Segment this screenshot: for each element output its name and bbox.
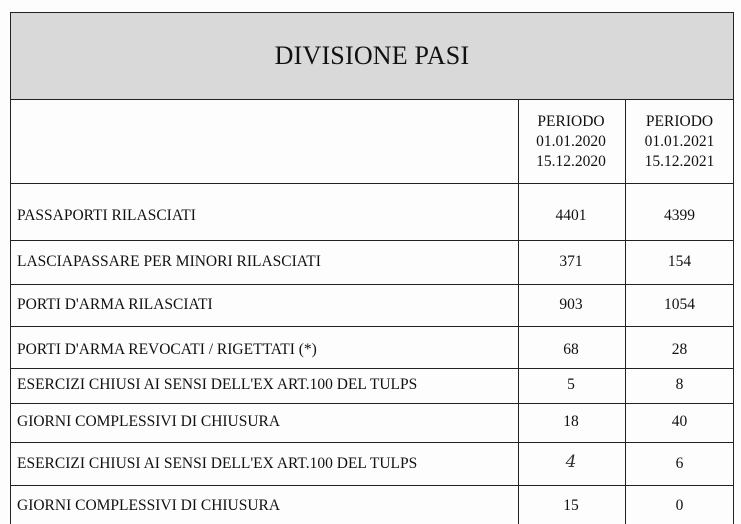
value-2020: 4401	[555, 207, 587, 224]
value-2021: 4399	[664, 207, 695, 224]
value-2020: 18	[563, 413, 579, 430]
column-header-2020: PERIODO 01.01.2020 15.12.2020	[536, 113, 606, 170]
row-label: PASSAPORTI RILASCIATI	[17, 207, 196, 224]
value-2020-handwritten: 4	[565, 452, 577, 472]
page-title: DIVISIONE PASI	[274, 41, 470, 70]
title-box	[10, 12, 734, 100]
value-2020: 903	[559, 296, 583, 313]
row-label: PORTI D'ARMA REVOCATI / RIGETTATI (*)	[17, 341, 317, 358]
value-2021: 40	[671, 413, 688, 430]
value-2021: 0	[675, 497, 684, 514]
value-2021: 154	[667, 253, 692, 270]
row-label: LASCIAPASSARE PER MINORI RILASCIATI	[17, 253, 321, 270]
value-2021: 6	[675, 455, 684, 472]
value-2020: 68	[563, 341, 579, 358]
row-label: PORTI D'ARMA RILASCIATI	[17, 296, 213, 313]
value-2020: 15	[563, 497, 579, 514]
row-label: ESERCIZI CHIUSI AI SENSI DELL'EX ART.100 DEL TULPS	[17, 455, 418, 472]
value-2020: 5	[567, 376, 575, 393]
row-label: GIORNI COMPLESSIVI DI CHIUSURA	[17, 497, 281, 514]
value-2021: 1054	[664, 296, 695, 313]
value-2021: 8	[675, 376, 684, 393]
value-2021: 28	[671, 341, 688, 358]
value-2020: 371	[559, 253, 583, 270]
row-label: GIORNI COMPLESSIVI DI CHIUSURA	[17, 413, 281, 430]
column-header-2021: PERIODO 01.01.2021 15.12.2021	[644, 113, 715, 170]
row-label: ESERCIZI CHIUSI AI SENSI DELL'EX ART.100 DEL TULPS	[17, 376, 418, 393]
